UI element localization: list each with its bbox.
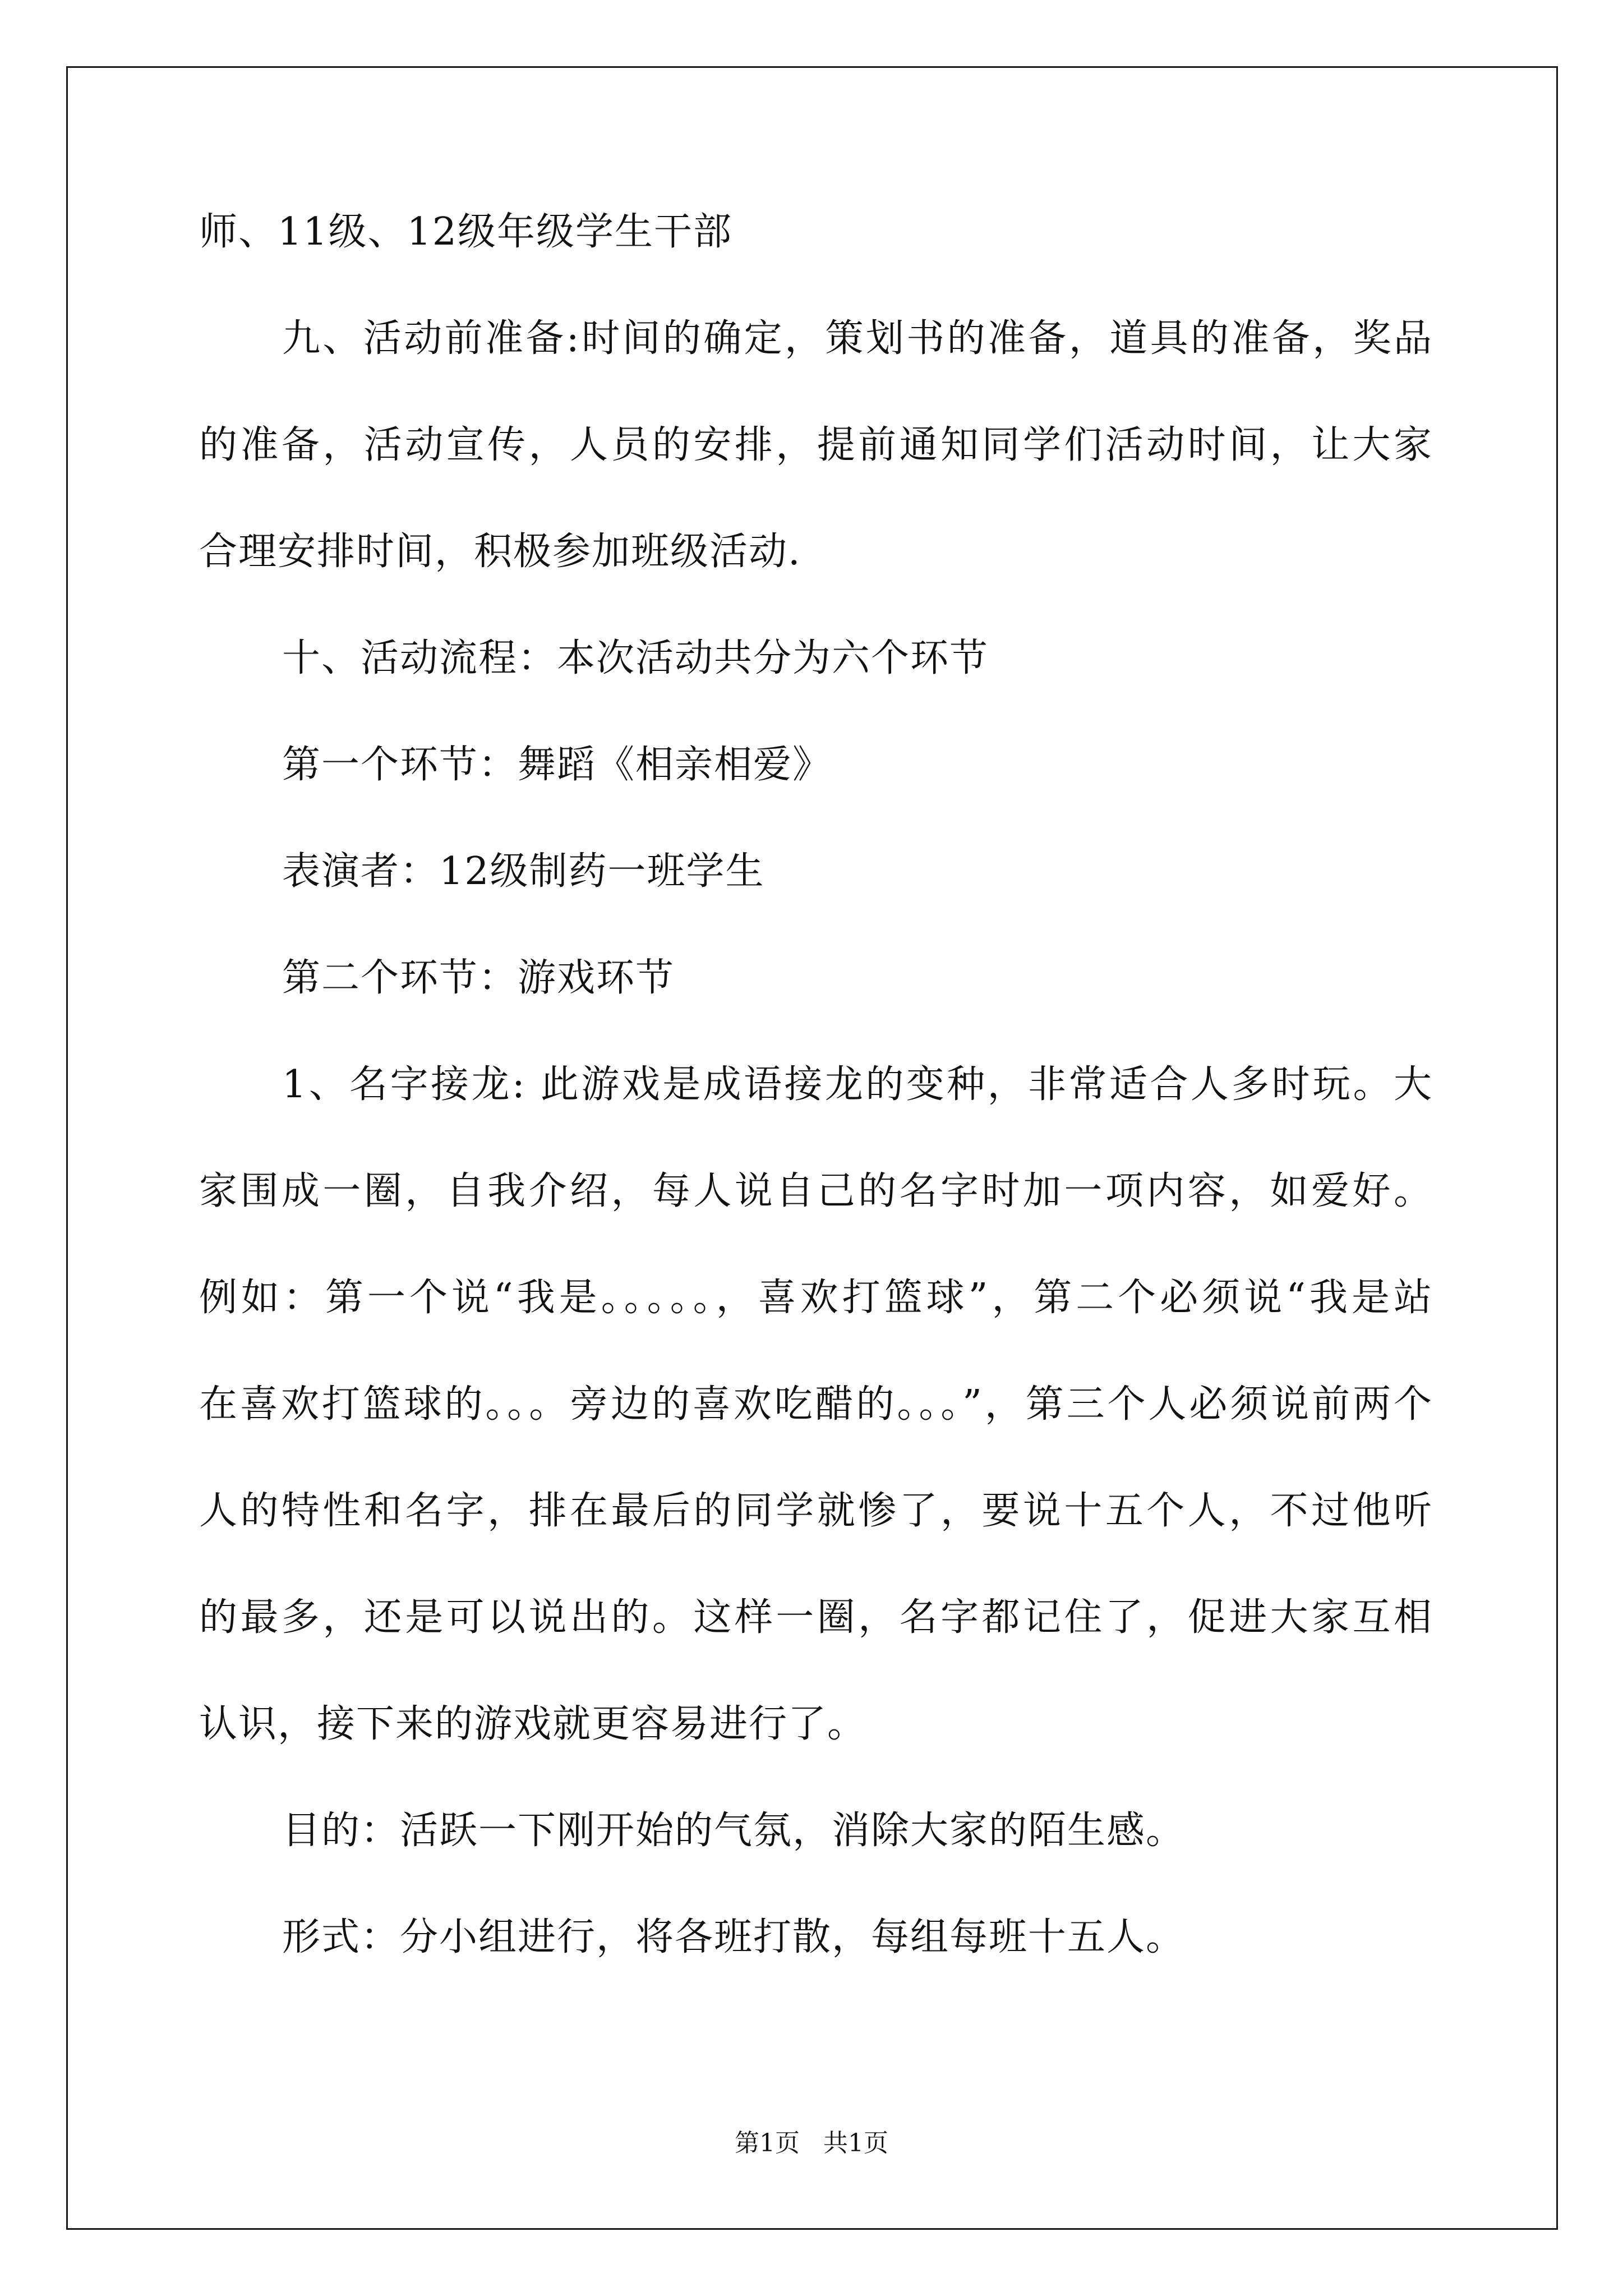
page-footer: 第1页 共1页 (735, 2129, 888, 2157)
text-line: 形式：分小组进行，将各班打散，每组每班十五人。 (282, 1915, 1186, 1959)
text-line: 人的特性和名字，排在最后的同学就惨了，要说十五个人，不过他听 (199, 1489, 1433, 1533)
text-line: 十、活动流程：本次活动共分为六个环节 (282, 636, 989, 680)
text-line: 表演者：12级制药一班学生 (282, 849, 765, 894)
text-line: 1、名字接龙: 此游戏是成语接龙的变种，非常适合人多时玩。大 (282, 1062, 1433, 1107)
text-line: 合理安排时间，积极参加班级活动. (199, 530, 801, 574)
text-line: 九、活动前准备:时间的确定，策划书的准备，道具的准备，奖品 (282, 316, 1433, 361)
text-line: 例如：第一个说“我是。。。。。，喜欢打篮球”，第二个必须说“我是站 (199, 1276, 1433, 1320)
text-line: 在喜欢打篮球的。。。旁边的喜欢吃醋的。。。”，第三个人必须说前两个 (199, 1382, 1433, 1427)
text-line: 的准备，活动宣传，人员的安排，提前通知同学们活动时间，让大家 (199, 423, 1433, 467)
text-line: 认识，接下来的游戏就更容易进行了。 (199, 1702, 867, 1746)
text-line: 家围成一圈，自我介绍，每人说自己的名字时加一项内容，如爱好。 (199, 1169, 1433, 1213)
text-line: 的最多，还是可以说出的。这样一圈，名字都记住了，促进大家互相 (199, 1595, 1433, 1640)
page-border (66, 66, 1558, 2230)
text-line: 第一个环节：舞蹈《相亲相爱》 (282, 743, 832, 787)
text-line: 师、11级、12级年级学生干部 (199, 210, 733, 254)
text-line: 目的：活跃一下刚开始的气氛，消除大家的陌生感。 (282, 1809, 1186, 1853)
text-line: 第二个环节：游戏环节 (282, 956, 675, 1000)
